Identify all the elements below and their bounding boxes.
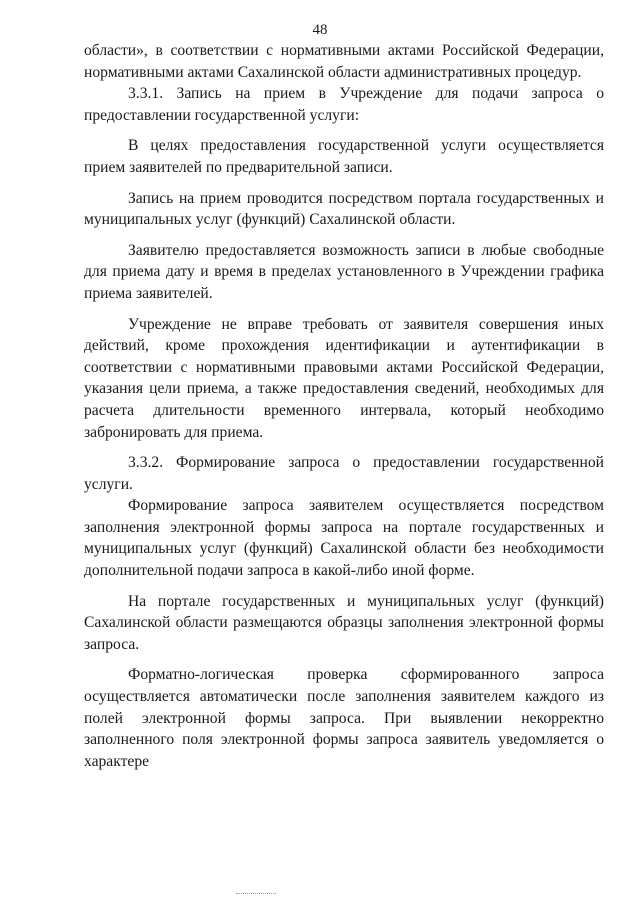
paragraph-section-3-3-2: 3.3.2. Формирование запроса о предоставлении государственной услуги. <box>84 454 604 493</box>
paragraph-continuation: области», в соответствии с нормативными актами Российской Федерации, нормативными актами Сахалинской области административных процедур. <box>84 42 604 81</box>
paragraph-request-formation: Формирование запроса заявителем осуществляется посредством заполнения электронной формы запроса на портале государственных и муниципальных услуг (функций) Сахалинской области без необходимости дополнительной подачи запроса в какой-либо иной форме. <box>84 497 604 580</box>
paragraph-preliminary-appointment: В целях предоставления государственной услуги осуществляется прием заявителей по предварительной записи. <box>84 137 604 176</box>
paragraph-format-check: Форматно-логическая проверка сформированного запроса осуществляется автоматически после заполнения заявителем каждого из полей электронной формы запроса. При выявлении некорректно заполненного поля электронной формы запроса заявитель уведомляется о характере <box>84 666 604 770</box>
paragraph-free-slots: Заявителю предоставляется возможность записи в любые свободные для приема дату и время в пределах установленного в Учреждении графика приема заявителей. <box>84 241 604 302</box>
page-number: 48 <box>312 22 328 38</box>
paragraph-portal-appointment: Запись на прием проводится посредством портала государственных и муниципальных услуг (функций) Сахалинской области. <box>84 189 604 229</box>
document-body <box>84 40 604 772</box>
paragraph-section-3-3-1: 3.3.1. Запись на прием в Учреждение для подачи запроса о предоставлении государственной услуги: <box>84 85 604 124</box>
scan-artifact <box>236 893 276 896</box>
paragraph-form-samples: На портале государственных и муниципальных услуг (функций) Сахалинской области размещаются образцы заполнения электронной формы запроса. <box>84 592 604 653</box>
paragraph-no-extra-requirements: Учреждение не вправе требовать от заявителя совершения иных действий, кроме прохождения идентификации и аутентификации в соответствии с нормативными правовыми актами Российской Федерации, указания цели приема, а также предоставления сведений, необходимых для расчета длительности временного интервала, который необходимо забронировать для приема. <box>84 315 604 441</box>
